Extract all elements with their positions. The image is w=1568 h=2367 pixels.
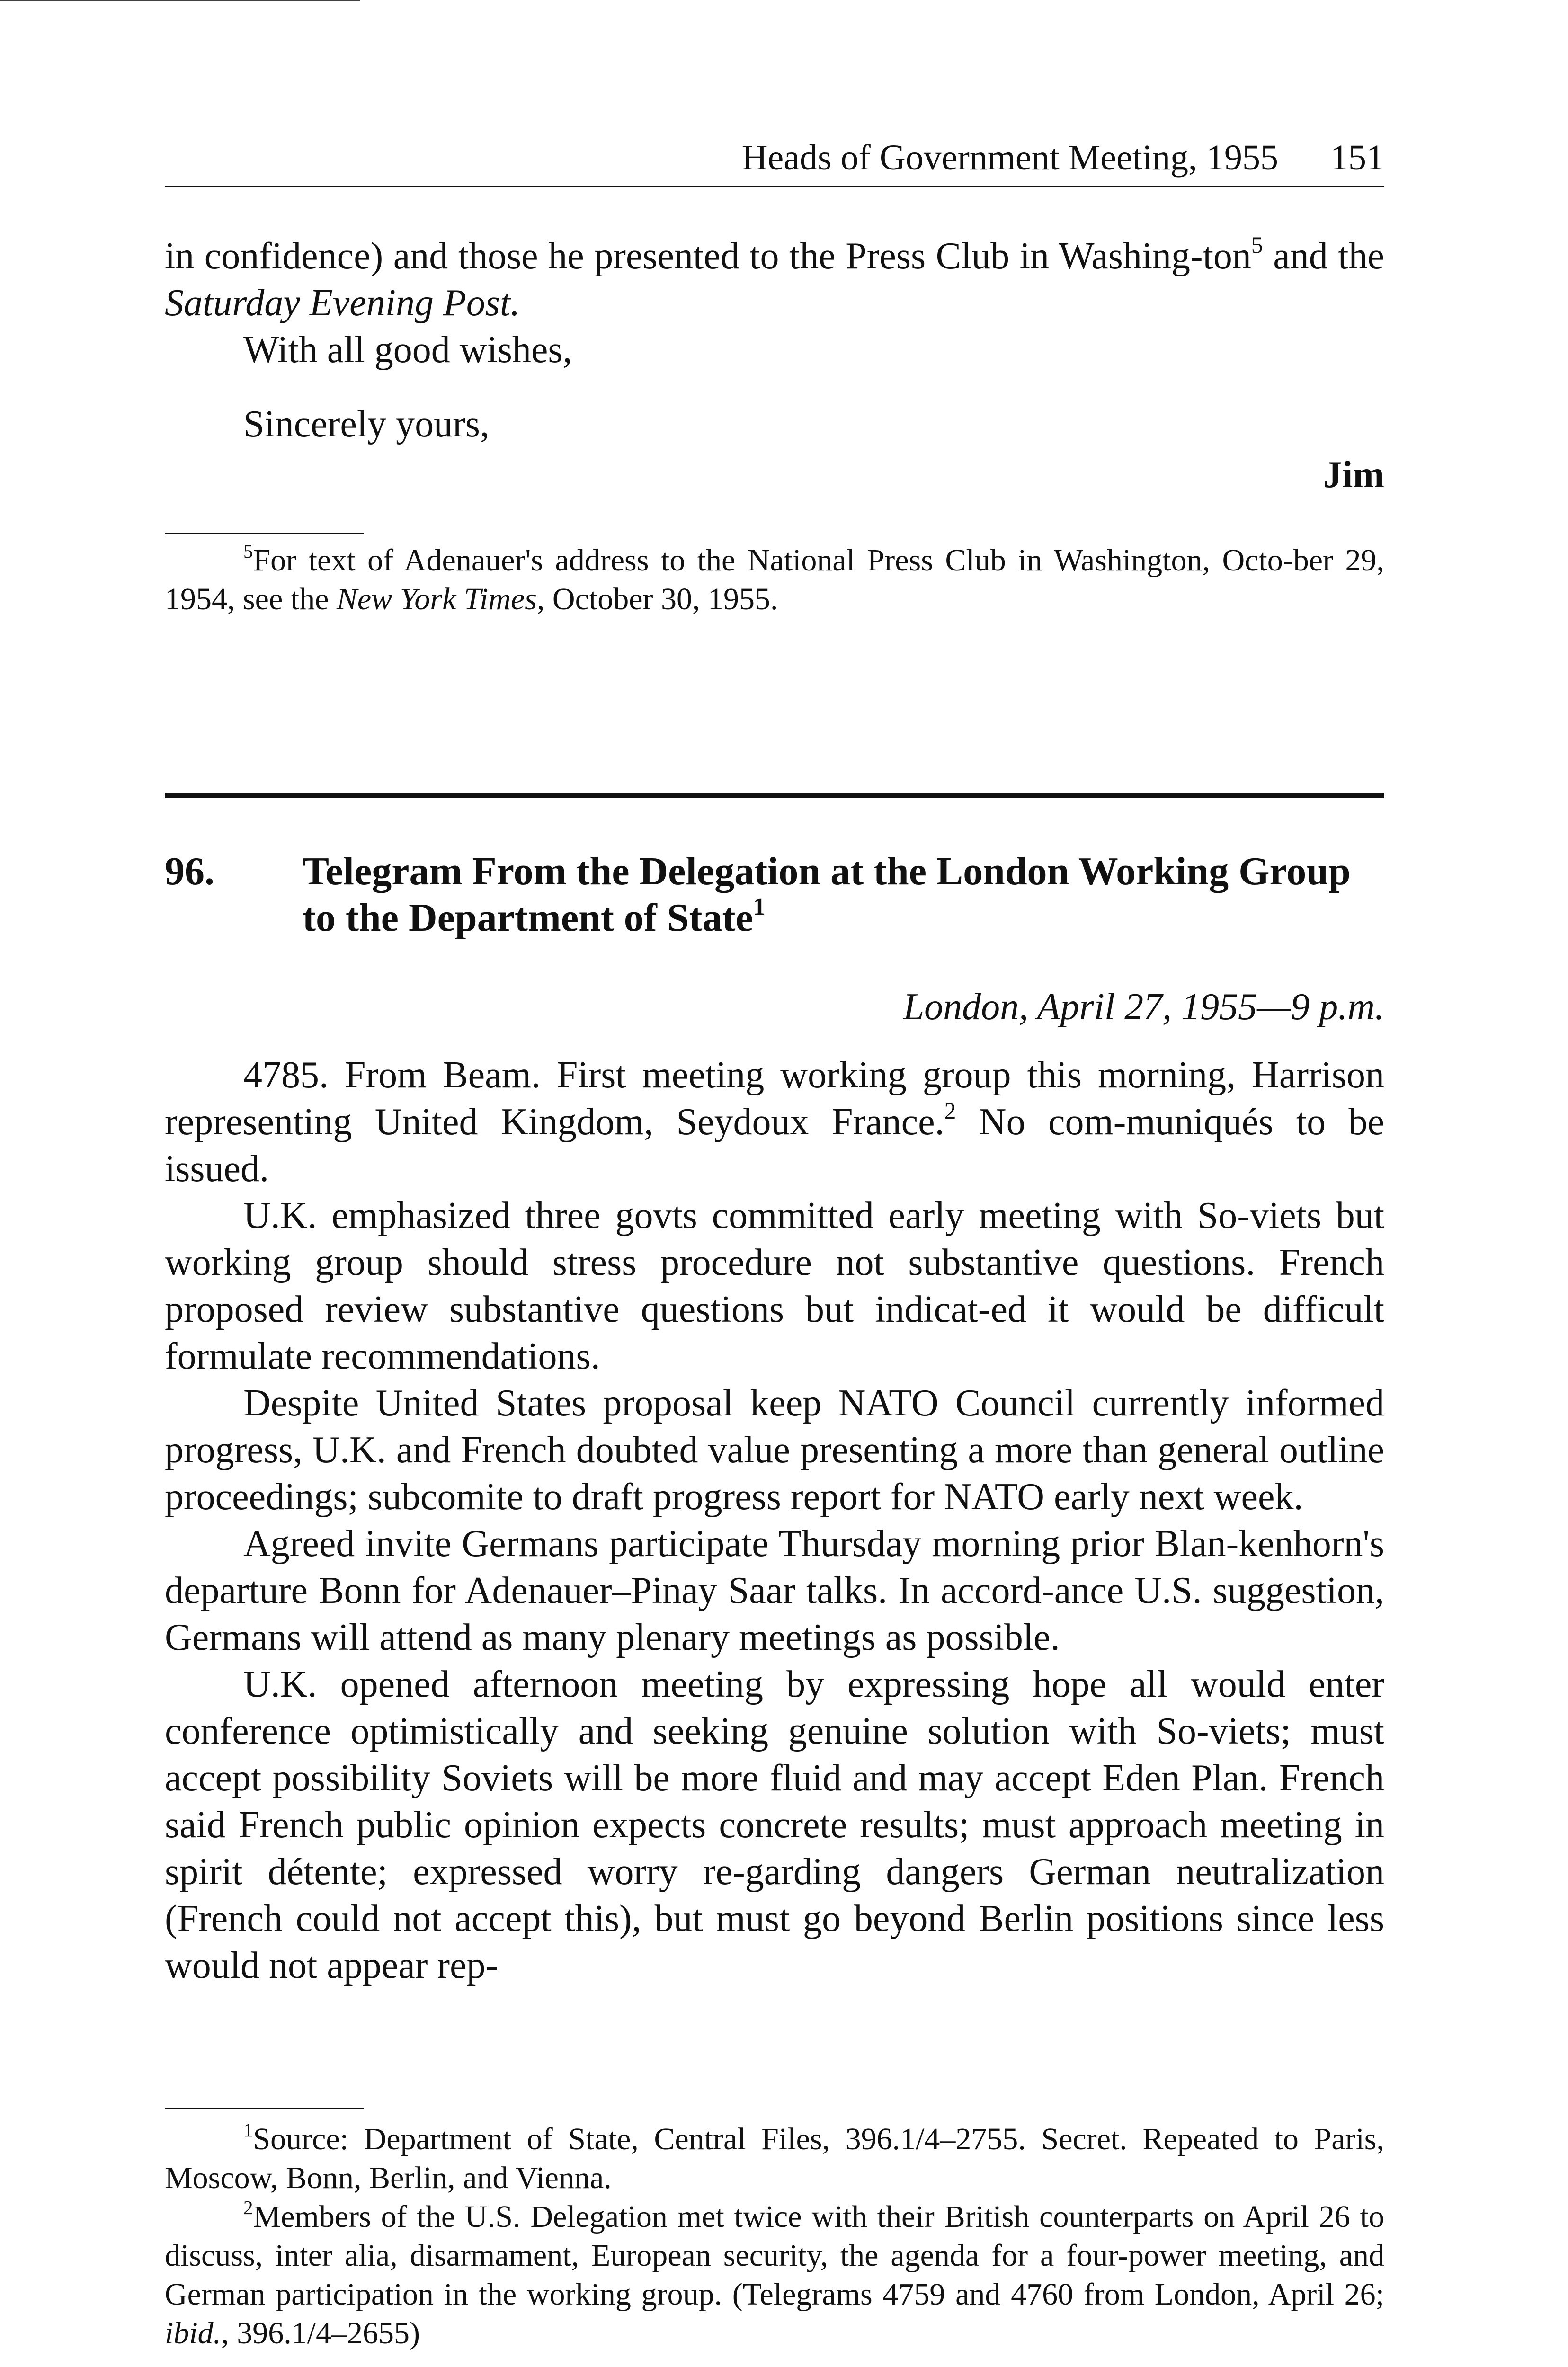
- body-paragraph-4: Agreed invite Germans participate Thursday morning prior Blan-kenhorn's departure Bonn for Adenauer–Pinay Saar talks. In accord-ance U.S. suggestion, Germans will attend as many plenary meetings as possible.: [165, 1523, 1384, 1658]
- publication-title: New York Times,: [336, 582, 545, 616]
- body-text: 4785. From Beam. First meeting working group this morning, Harrison representing United Kingdom, Seydoux France.: [165, 1054, 1384, 1143]
- page-number: 151: [1330, 138, 1384, 178]
- footnote-ref-1: 1: [753, 893, 766, 920]
- footnote-ref-2: 2: [944, 1098, 956, 1124]
- document-number: 96.: [165, 849, 214, 893]
- section-divider: [165, 793, 1384, 798]
- document-title: [303, 848, 1391, 941]
- footnotes-block: [165, 2120, 1384, 2353]
- footnote-text: For text of Adenauer's address to the National Press Club in Washington, Octo-ber 29, 1954, see the: [165, 543, 1384, 616]
- body-text: No com-muniqués to be issued.: [165, 1101, 1384, 1190]
- document-heading: [165, 848, 1384, 941]
- running-head: [165, 132, 1384, 184]
- footnote-text: 396.1/4–2655): [229, 2316, 420, 2350]
- letter-ending: [165, 233, 1384, 536]
- footnote-ref-5: 5: [1251, 232, 1263, 258]
- ibid-reference: ibid.,: [165, 2316, 229, 2350]
- running-head-rule: [165, 186, 1384, 187]
- footnote-text: October 30, 1955.: [544, 582, 778, 616]
- letter-wishes: With all good wishes,: [243, 329, 572, 371]
- body-paragraph-1: [165, 1052, 1384, 1192]
- body-paragraph-2: U.K. emphasized three govts committed early meeting with So-viets but working group should stress procedure not substantive questions. French proposed review substantive questions but indicat-ed it would be difficult formulate recommendations.: [165, 1195, 1384, 1377]
- footnote-marker: 1: [243, 2119, 253, 2141]
- telegram-body: [165, 1052, 1384, 1989]
- footnote-1: [165, 2120, 1384, 2198]
- scan-edge-line: [0, 0, 360, 1]
- letter-final-paragraph: [165, 233, 1384, 327]
- footnote-rule: [165, 2108, 364, 2109]
- footnote-text: Source: Department of State, Central Files, 396.1/4–2755. Secret. Repeated to Paris, Moscow, Bonn, Berlin, and Vienna.: [165, 2122, 1384, 2195]
- footnote-5-block: [165, 541, 1384, 619]
- body-paragraph-3: Despite United States proposal keep NATO Council currently informed progress, U.K. and French doubted value presenting a more than general outline proceedings; subcomite to draft progress report for NATO early next week.: [165, 1382, 1384, 1518]
- footnote-marker: 5: [243, 540, 253, 562]
- footnote-5: [165, 541, 1384, 619]
- footnote-2: [165, 2198, 1384, 2353]
- letter-signature: Jim: [1323, 454, 1384, 496]
- footnote-marker: 2: [243, 2197, 253, 2218]
- letter-closing: Sincerely yours,: [243, 403, 490, 445]
- letter-text: and the: [1263, 235, 1384, 277]
- dateline: London, April 27, 1955—9 p.m.: [903, 986, 1384, 1028]
- body-paragraph-5: U.K. opened afternoon meeting by expressing hope all would enter conference optimistically and seeking genuine solution with So-viets; must accept possibility Soviets will be more fluid and may accept Eden Plan. French said French public opinion expects concrete results; must approach meeting in spirit détente; expressed worry re-garding dangers German neutralization (French could not accept this), but must go beyond Berlin positions since less would not appear rep-: [165, 1664, 1384, 1986]
- running-head-title: Heads of Government Meeting, 1955: [741, 138, 1278, 178]
- letter-text: in confidence) and those he presented to the Press Club in Washing-ton: [165, 235, 1251, 277]
- footnote-rule: [165, 533, 364, 534]
- publication-title: Saturday Evening Post.: [165, 282, 520, 324]
- footnote-text: Members of the U.S. Delegation met twice with their British counterparts on April 26 to discuss, inter alia, disarmament, European security, the agenda for a four-power meeting, and German participation in the working group. (Telegrams 4759 and 4760 from London, April 26;: [165, 2199, 1384, 2312]
- document-title-text: Telegram From the Delegation at the London Working Group to the Department of State: [303, 849, 1351, 940]
